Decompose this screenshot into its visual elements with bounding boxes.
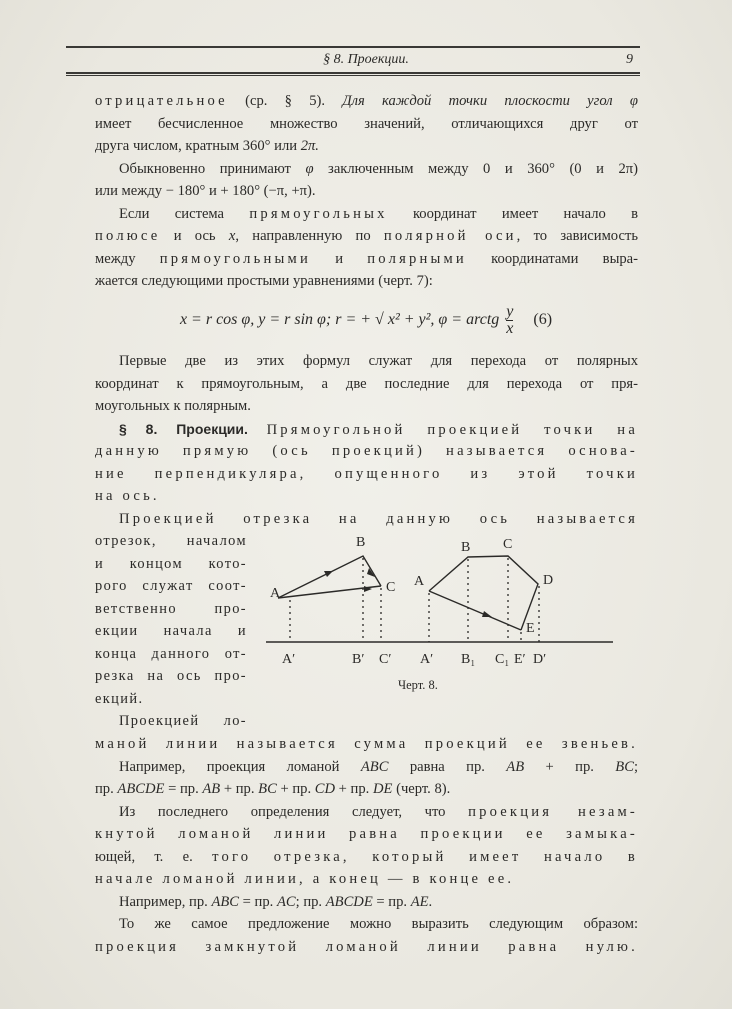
italic-text: DE [372,781,393,797]
spaced-text: того отрезка, который имеет начало в [212,848,638,865]
italic-text: ABCDE [117,781,165,797]
text-run: пр. [95,781,118,797]
text-run: жается следующими простыми уравнениями (черт. 7): [95,273,433,289]
text-run: друга числом, кратным 360° или [95,138,301,154]
spaced-text: на ось. [95,488,160,504]
label-c: C [386,580,396,595]
text-run: Первые две из этих формул служат для перехода от полярных [119,353,638,369]
spaced-text: Прямоугольной проекцией точки на [266,421,638,438]
text-run: Например, пр. [119,893,212,910]
text-run: моугольных к полярным. [95,398,251,414]
italic-text: ABC [211,893,240,910]
label-a-prime: A′ [420,652,434,667]
label-b: B [356,535,366,550]
text-run: (черт. 8). [392,781,451,797]
italic-text: 2π. [300,138,319,154]
fraction-numerator: y [506,303,514,320]
text-run: . [428,893,433,910]
spaced-text: начале ломаной линии, а конец — в конце ее. [95,871,515,887]
equation-body: x = r cos φ, y = r sin φ; r = + √ x² + y², φ = arctg [179,311,500,329]
text-run: Из последнего определения следует, что [119,803,469,820]
spaced-text: прямоугольных [249,205,388,222]
label-d: D [543,573,554,588]
text-run: (ср. § 5). [227,93,343,109]
text-run: , то зависимость [516,228,638,244]
text-run: То же самое предложение можно выразить следующим образом: [119,916,638,932]
spaced-text: проекция замкнутой ломаной линии равна нулю. [95,938,638,955]
spaced-text: полярной оси [383,228,517,244]
projection-lines [290,558,539,642]
spaced-text: резка на ось про- [95,668,247,684]
text-run: Обыкновенно принимают [119,160,306,177]
label-b-prime: B′ [352,652,365,667]
spaced-text: екции начала и [95,623,247,639]
text-run: координатами выра- [466,250,639,267]
spaced-text: конца данного от- [95,645,247,662]
text-run: между [95,250,160,267]
equation-number: (6) [533,311,553,329]
text-run: координат имеет начало в [387,205,638,222]
text-run: = пр. [239,893,277,910]
text-run: , направленную по [235,228,384,244]
italic-text: BC [258,781,277,797]
label-a: A [414,574,425,589]
spaced-text: маной линии называется сумма проекций ее звеньев. [95,736,638,752]
arrowheads [324,568,492,617]
italic-text: BC [615,758,634,775]
spaced-text: отрицательное [95,93,228,109]
italic-text: x [228,228,236,244]
text-run: + пр. [220,781,259,797]
figure-caption: Черт. 8. [398,678,438,692]
text-run: равна пр. [388,758,507,775]
spaced-text: Проекцией отрезка на данную ось называется [119,510,638,527]
text-run: = пр. [164,781,203,797]
spaced-text: ветственно про- [95,600,247,617]
label-c: C [503,537,513,552]
text-run: Например, проекция ломаной [119,758,361,775]
spaced-text: полюсе [95,228,161,244]
label-e-prime: E′ [514,652,526,667]
label-b: B [461,540,471,555]
italic-text: AC [276,893,296,910]
spaced-text: проекция незам- [468,803,638,820]
spaced-text: кнутой ломаной линии равна проекции ее замыка- [95,826,638,842]
text-run: + пр. [335,781,373,797]
page-number: 9 [626,52,633,67]
text-run: = пр. [372,893,411,910]
label-c-prime: C′ [379,652,392,667]
spaced-text: ние перпендикуляра, опущенного из этой точки [95,465,638,482]
label-e: E [526,621,535,636]
text-run: заключенным между 0 и 360° (0 и 2π) [313,160,638,177]
label-a-prime: A′ [282,652,296,667]
text-run: ; [633,758,638,775]
fraction-denominator: x [506,320,514,337]
segment-ae [429,591,521,630]
label-d-prime: D′ [533,652,547,667]
italic-text: ABC [360,758,389,775]
text-run: + пр. [524,758,616,775]
spaced-text: прямоугольными [159,250,311,267]
label-a: A [270,586,281,601]
italic-text: AE [410,893,429,910]
text-run: координат к прямоугольным, а две последние для перехода от пря- [95,375,638,392]
polyline-abcde [429,556,538,630]
text-run: + пр. [276,781,315,797]
spaced-text: полярными [367,250,467,267]
text-run: и [310,250,368,267]
text-run: имеет бесчисленное множество значений, отличающихся друг от [95,115,638,132]
text-run: ; пр. [295,893,326,910]
label-c1: C₁ [495,652,510,667]
text-run: ющей [95,848,132,865]
text-run: Если система [119,205,250,222]
italic-text: AB [202,781,221,797]
italic-text: φ [305,160,314,177]
spaced-text: данную прямую (ось проекций) называется основа- [95,443,638,459]
italic-text: ABCDE [325,893,373,910]
spaced-text: отрезок, началом [95,533,247,549]
spaced-text: екций. [95,690,144,707]
spaced-text: и концом кото- [95,555,247,572]
label-b1: B₁ [461,652,476,667]
text-run: , т. е. [131,848,213,865]
italic-text: CD [314,781,336,797]
running-header-title: § 8. Проекции. [323,52,409,67]
text-run: или между − 180° и + 180° (−π, +π). [95,183,316,199]
spaced-text: рого служат соот- [95,578,247,594]
italic-text: AB [506,758,525,775]
bold-heading: § 8. Проекции. [119,420,248,437]
italic-text: Для каждой точки плоскости угол φ [342,93,638,109]
text-run: и ось [160,228,229,244]
spaced-text: Проекцией ло- [119,713,247,729]
